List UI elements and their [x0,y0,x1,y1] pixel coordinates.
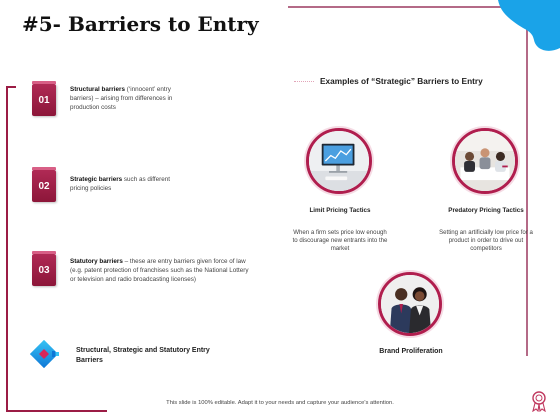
summary-label: Structural, Strategic and Statutory Entry Barriers [76,347,210,365]
number-badge-03: 03 [32,254,56,286]
left-frame-decoration [6,86,16,412]
predatory-pricing-photo [452,128,518,194]
barrier-03-label: Statutory barriers [70,258,123,265]
limit-pricing-photo [306,128,372,194]
number-badge-01: 01 [32,84,56,116]
predatory-pricing-title: Predatory Pricing Tactics [448,207,524,214]
bottom-rule-decoration [7,410,107,412]
diamond-icon [30,340,62,368]
barrier-01-label: Structural barriers [70,86,125,93]
barrier-02-desc: such as different pricing policies [70,176,170,192]
barrier-01-text [70,86,190,112]
predatory-pricing-desc: Setting an artificially low price for a product in order to drive out competitors [439,229,533,253]
meeting-image [455,131,515,191]
barrier-03-text [70,258,254,284]
ribbon-badge-icon [531,390,547,412]
barrier-02-label: Strategic barriers [70,176,123,183]
heading-dash-left [294,81,314,82]
barrier-03-desc: – these are entry barriers given force of law (e.g. patent protection of franchises such as the National Lottery or television and radio broadcasting licenses) [70,258,249,283]
barrier-02-text [70,176,190,194]
footer-note: This slide is 100% editable. Adapt it to your needs and capture your audience's attention. [166,400,394,406]
strategic-heading [294,76,528,86]
limit-pricing-desc: When a firm sets price low enough to discourage new entrants into the market [292,229,388,253]
brand-proliferation-label: Brand Proliferation [379,348,443,355]
limit-pricing-title: Limit Pricing Tactics [309,207,371,214]
number-badge-02: 02 [32,170,56,202]
strategic-heading-text: Examples of “Strategic” Barriers to Entry [320,76,483,86]
monitor-desk-image [309,131,369,191]
business-people-image [381,275,439,333]
blob-decoration [498,0,560,52]
page-title: #5- Barriers to Entry [22,12,259,36]
right-rule-decoration [526,56,528,356]
right-frame-decoration [288,6,528,56]
barrier-01-desc: (‘innocent’ entry barriers) – arising from differences in production costs [70,86,173,111]
brand-proliferation-photo [378,272,442,336]
